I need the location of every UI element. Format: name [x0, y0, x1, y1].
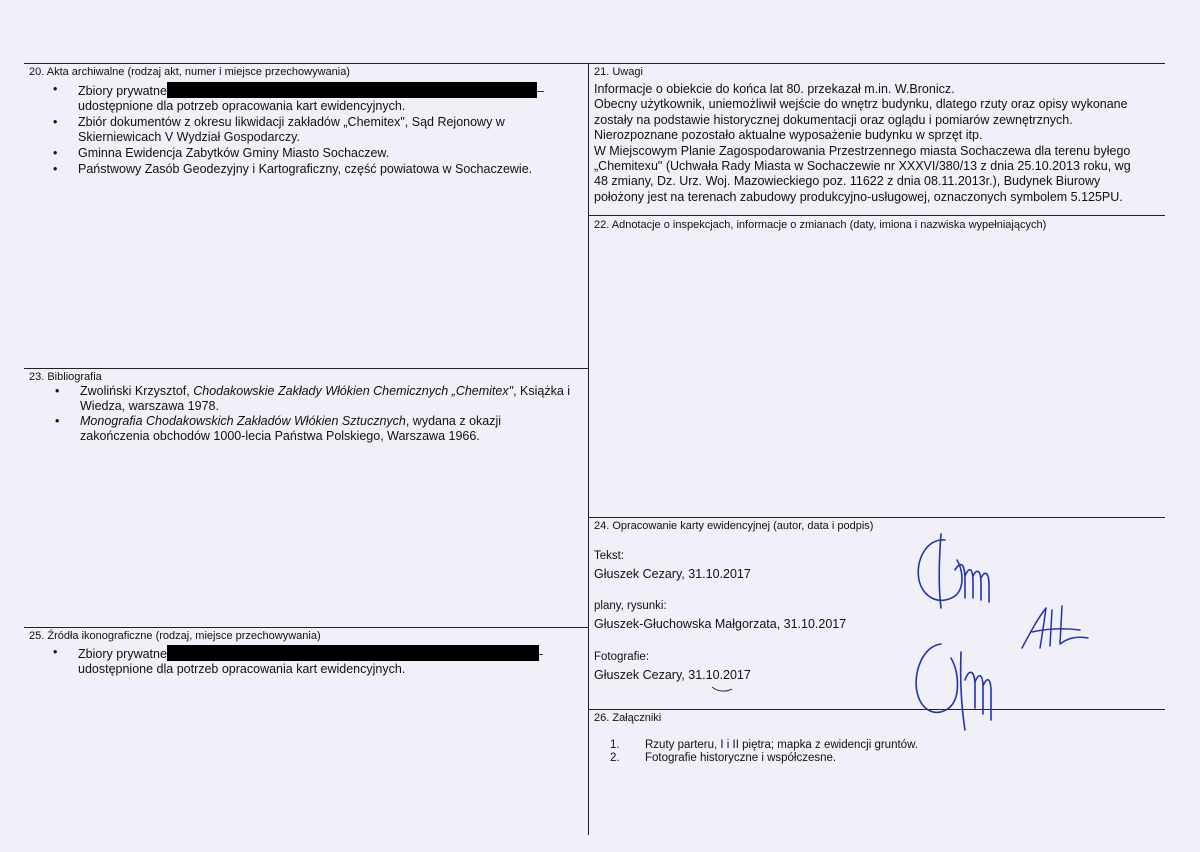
text-label: Tekst:	[594, 550, 625, 562]
section-21-notes	[594, 82, 1131, 205]
bullet: •	[53, 115, 58, 129]
section-23-heading: 23. Bibliografia	[29, 371, 102, 383]
attachments-list	[610, 739, 918, 765]
section-25-heading: 25. Źródła ikonograficzne (rodzaj, miejsce przechowywania)	[29, 630, 321, 642]
rule-22-24	[589, 517, 1165, 518]
item-text: Fotografie historyczne i współczesne.	[645, 752, 837, 764]
bib-title: Chodakowskie Zakłady Włókien Chemicznych „Chemitex"	[193, 384, 514, 398]
item-continuation: udostępnione dla potrzeb opracowania kart ewidencyjnych.	[78, 662, 406, 676]
note-line: Informacje o obiekcie do końca lat 80. przekazał m.in. W.Bronicz.	[594, 82, 955, 96]
section-21-heading: 21. Uwagi	[594, 66, 643, 78]
section-23-list	[55, 384, 585, 444]
section-25-list	[53, 645, 583, 677]
section-20-list	[53, 82, 583, 177]
bullet: •	[53, 645, 58, 659]
rule-21-22	[589, 215, 1165, 216]
photos-author: Głuszek Cezary, 31.10.2017	[594, 668, 751, 682]
section-20-heading: 20. Akta archiwalne (rodzaj akt, numer i miejsce przechowywania)	[29, 66, 350, 78]
plans-label: plany, rysunki:	[594, 600, 667, 612]
redaction-bar	[167, 82, 537, 98]
note-line: zostały na podstawie historycznej dokumentacji oraz oglądu i pomiarów zewnętrznych.	[594, 112, 1073, 127]
section-24-heading: 24. Opracowanie karty ewidencyjnej (autor, data i podpis)	[594, 520, 874, 532]
photos-label: Fotografie:	[594, 651, 649, 663]
note-line: Nierozpoznane pozostało aktualne wyposażenie budynku w sprzęt itp.	[594, 128, 983, 143]
rule-24-26	[589, 709, 1165, 710]
redaction-bar	[167, 645, 539, 661]
list-item	[53, 645, 583, 677]
item-dash: –	[536, 84, 544, 98]
item-number: 1.	[610, 739, 620, 751]
item-text: Zbiory prywatne	[78, 647, 167, 661]
center-divider	[588, 63, 589, 835]
item-continuation: udostępnione dla potrzeb opracowania kart ewidencyjnych.	[78, 99, 406, 113]
list-item	[53, 162, 583, 177]
item-continuation: zakończenia obchodów 1000-lecia Państwa Polskiego, Warszawa 1966.	[80, 429, 480, 443]
list-item	[610, 752, 918, 765]
bullet: •	[55, 414, 60, 428]
note-line: Obecny użytkownik, uniemożliwił wejście do wnętrz budynku, dlatego rzuty oraz opisy wykonane	[594, 97, 1128, 112]
item-dash: -	[538, 647, 544, 661]
plans-author: Głuszek-Głuchowska Małgorzata, 31.10.2017	[594, 617, 847, 631]
top-rule	[24, 63, 1165, 64]
item-continuation: Wiedza, warszawa 1978.	[80, 399, 219, 413]
signature-3	[905, 630, 1015, 740]
rule-23-25	[24, 627, 588, 628]
list-item	[55, 414, 585, 444]
item-number: 2.	[610, 752, 620, 764]
section-22-heading: 22. Adnotacje o inspekcjach, informacje o zmianach (daty, imiona i nazwiska wypełniających)	[594, 219, 1047, 231]
rule-20-23	[24, 368, 588, 369]
item-text: Zbiory prywatne	[78, 84, 167, 98]
section-26-heading: 26. Załączniki	[594, 712, 662, 724]
bullet: •	[53, 146, 58, 160]
item-text: Zbiór dokumentów z okresu likwidacji zakładów „Chemitex", Sąd Rejonowy w	[78, 115, 505, 129]
bullet: •	[55, 384, 60, 398]
bullet: •	[53, 162, 58, 176]
small-mark	[710, 684, 734, 694]
list-item	[53, 115, 583, 145]
note-line: „Chemitexu" (Uchwała Rady Miasta w Sochaczewie nr XXXVI/380/13 z dnia 25.10.2013 roku, wg	[594, 159, 1131, 174]
signature-2	[1010, 598, 1100, 658]
bib-author: Zwoliński Krzysztof,	[80, 384, 194, 398]
bullet: •	[53, 82, 58, 96]
item-text: Rzuty parteru, I i II piętra; mapka z ewidencji gruntów.	[645, 739, 918, 751]
note-line: położony jest na terenach zabudowy produkcyjno-usługowej, oznaczonych symbolem 5.125PU.	[594, 189, 1123, 204]
bib-title: Monografia Chodakowskich Zakładów Włókien Sztucznych	[80, 414, 406, 428]
signature-1	[905, 530, 1015, 615]
bib-rest: , wydana z okazji	[405, 414, 502, 428]
item-text: Państwowy Zasób Geodezyjny i Kartograficzny, część powiatowa w Sochaczewie.	[78, 162, 533, 176]
note-line: W Miejscowym Planie Zagospodarowania Przestrzennego miasta Sochaczewa dla terenu byłego	[594, 143, 1131, 158]
item-continuation: Skierniewicach V Wydział Gospodarczy.	[78, 130, 300, 144]
list-item	[610, 739, 918, 752]
note-line: 48 zmiany, Dz. Urz. Woj. Mazowieckiego poz. 11622 z dnia 08.11.2013r.), Budynek Biurowy	[594, 174, 1101, 189]
item-text: Gminna Ewidencja Zabytków Gminy Miasto Sochaczew.	[78, 146, 390, 160]
bib-rest: , Książka i	[513, 384, 571, 398]
text-author: Głuszek Cezary, 31.10.2017	[594, 567, 751, 581]
list-item	[53, 146, 583, 161]
list-item	[53, 82, 583, 114]
list-item	[55, 384, 585, 414]
